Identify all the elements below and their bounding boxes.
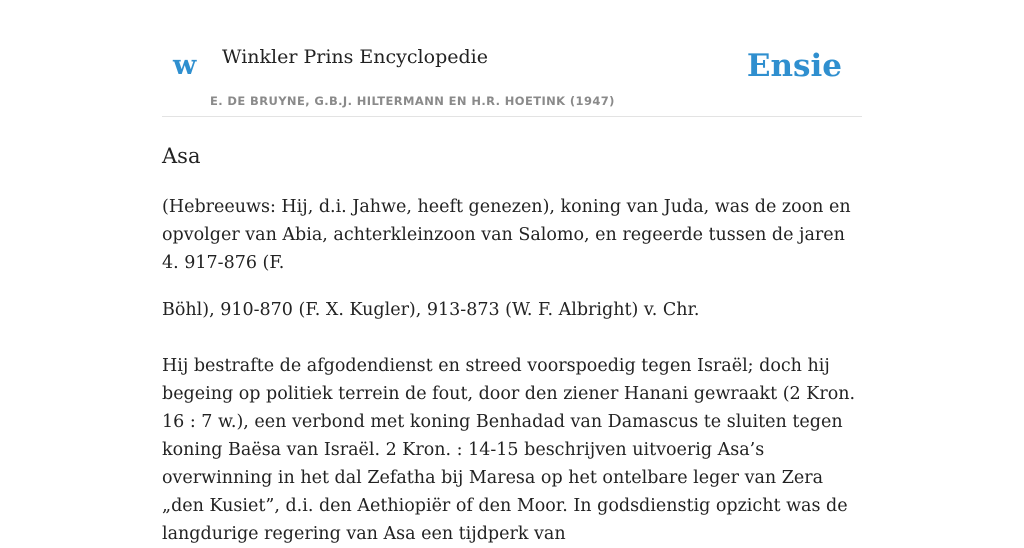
article-paragraph: (Hebreeuws: Hij, d.i. Jahwe, heeft genezen), koning van Juda, was de zoon en opvolger van Abia, achterkleinzoon van Salomo, en regeerde tussen de jaren 4. 917-876 (F. [162, 197, 851, 273]
site-title[interactable]: Winkler Prins Encyclopedie [222, 46, 488, 68]
authors-line: E. DE BRUYNE, G.B.J. HILTERMANN EN H.R. HOETINK (1947) [210, 94, 615, 108]
site-header [162, 0, 862, 117]
article-paragraph: Hij bestrafte de afgodendienst en streed voorspoedig tegen Israël; doch hij begeing op politiek terrein de fout, door den ziener Hanani gewraakt (2 Kron. 16 : 7 w.), een verbond met koning Benhadad van Damascus te sluiten tegen koning Baësa van Israël. 2 Kron. : 14-15 beschrijven uitvoerig Asa’s overwinning in het dal Zefatha bij Maresa op het ontelbare leger van Zera „den Kusiet”, d.i. den Aethiopiër of den Moor. In godsdienstig opzicht was de langdurige regering van Asa een tijdperk van [162, 356, 856, 544]
article-content [162, 143, 862, 548]
page [162, 0, 862, 548]
article-paragraph: Böhl), 910-870 (F. X. Kugler), 913-873 (W. F. Albright) v. Chr. [162, 300, 700, 320]
ensie-brand-logo[interactable]: Ensie [746, 48, 842, 84]
entry-title: Asa [162, 144, 201, 168]
winkler-prins-logo[interactable]: w [173, 50, 197, 81]
